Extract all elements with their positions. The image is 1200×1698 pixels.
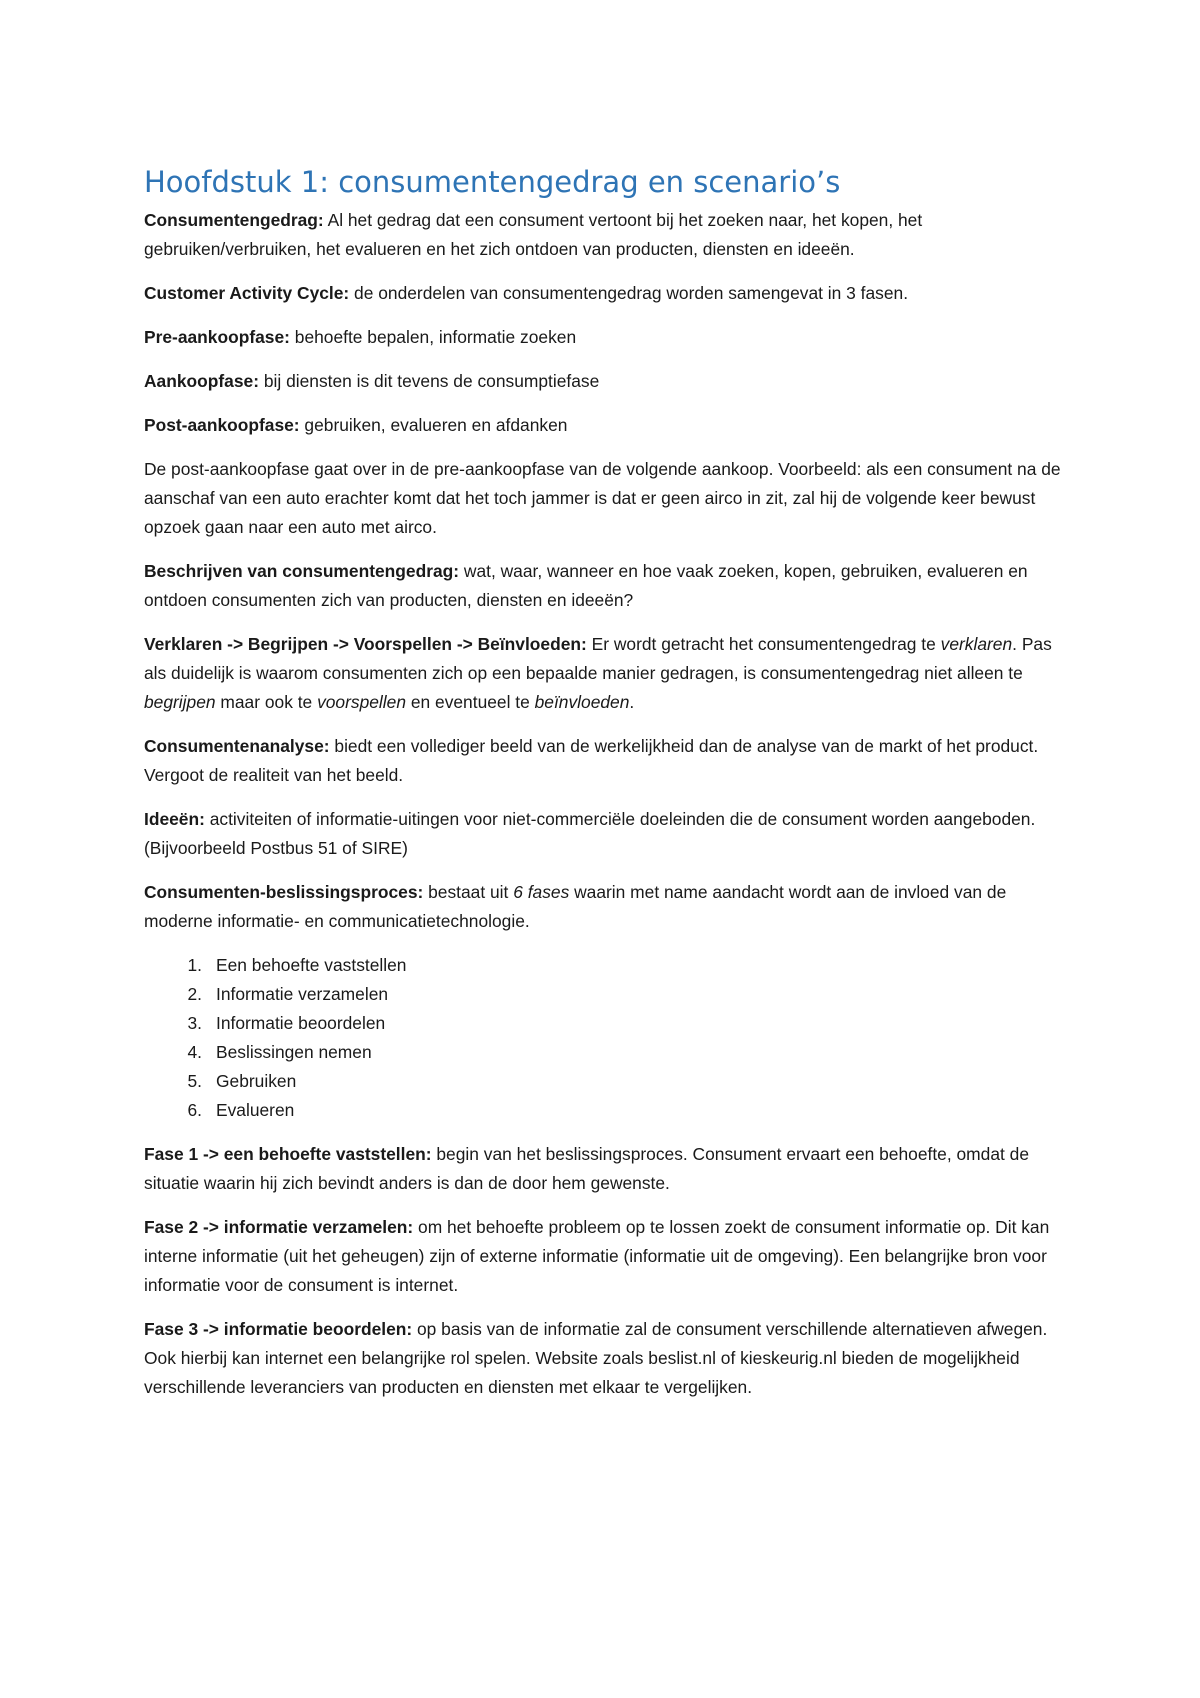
list-item xyxy=(144,980,1064,1009)
text-segment: . xyxy=(629,692,635,713)
list-label: Een behoefte vaststellen xyxy=(216,955,407,976)
text-segment: maar ook te xyxy=(215,692,318,713)
definition-text: om het behoefte probleem op te lossen zoekt de consument informatie op. Dit kan interne informatie (uit het geheugen) zijn of externe informatie (informatie uit de omgeving). Een belangrijke bron voor informatie voor de consument is internet. xyxy=(144,1217,1050,1296)
definition-beschrijven xyxy=(144,557,1064,615)
text-segment: en eventueel te xyxy=(406,692,535,713)
term: Fase 1 -> een behoefte vaststellen: xyxy=(144,1144,432,1165)
list-number: 3. xyxy=(187,1013,202,1034)
text-segment: Er wordt getracht het consumentengedrag te xyxy=(586,634,941,655)
italic-term: beïnvloeden xyxy=(534,692,630,713)
definition-text: begin van het beslissingsproces. Consument ervaart een behoefte, omdat de situatie waarin hij zich bevindt anders is dan de door hem gewenste. xyxy=(144,1144,1029,1194)
definition-text: op basis van de informatie zal de consument verschillende alternatieven afwegen. Ook hierbij kan internet een belangrijke rol spelen. Website zoals beslist.nl of kieskeurig.nl bieden de mogelijkheid verschillende leveranciers van producten en diensten met elkaar te vergelijken. xyxy=(144,1319,1048,1398)
definition-text: wat, waar, wanneer en hoe vaak zoeken, kopen, gebruiken, evalueren en ontdoen consumenten zich van producten, diensten en ideeën? xyxy=(144,561,1028,611)
term: Post-aankoopfase: xyxy=(144,415,300,436)
list-label: Beslissingen nemen xyxy=(216,1042,372,1063)
definition-text: Al het gedrag dat een consument vertoont bij het zoeken naar, het kopen, het gebruiken/verbruiken, het evalueren en het zich ontdoen van producten, diensten en ideeën. xyxy=(144,210,923,260)
italic-term: 6 fases xyxy=(513,882,570,903)
list-number: 2. xyxy=(187,984,202,1005)
term: Fase 2 -> informatie verzamelen: xyxy=(144,1217,414,1238)
list-number: 6. xyxy=(187,1100,202,1121)
list-item xyxy=(144,1038,1064,1067)
text-segment: bestaat uit xyxy=(423,882,514,903)
italic-term: begrijpen xyxy=(144,692,216,713)
definition-pre-aankoopfase xyxy=(144,323,1064,352)
definition-verklaren-begrijpen xyxy=(144,630,1064,717)
term: Ideeën: xyxy=(144,809,205,830)
italic-term: voorspellen xyxy=(317,692,407,713)
definition-text: biedt een vollediger beeld van de werkelijkheid dan de analyse van de markt of het product. Vergoot de realiteit van het beeld. xyxy=(144,736,1039,786)
document-page xyxy=(144,164,1064,1417)
list-item xyxy=(144,951,1064,980)
list-number: 1. xyxy=(187,955,202,976)
definition-consumentenanalyse xyxy=(144,732,1064,790)
term: Consumentenanalyse: xyxy=(144,736,330,757)
list-number: 4. xyxy=(187,1042,202,1063)
term: Beschrijven van consumentengedrag: xyxy=(144,561,460,582)
term: Consumentengedrag: xyxy=(144,210,324,231)
definition-text: behoefte bepalen, informatie zoeken xyxy=(289,327,577,348)
list-label: Gebruiken xyxy=(216,1071,297,1092)
definition-text: gebruiken, evalueren en afdanken xyxy=(299,415,568,436)
phases-list xyxy=(144,951,1064,1125)
example-paragraph: De post-aankoopfase gaat over in de pre-aankoopfase van de volgende aankoop. Voorbeeld: als een consument na de aanschaf van een auto erachter komt dat het toch jammer is dat er geen airco in zit, zal hij de volgende keer bewust opzoek gaan naar een auto met airco. xyxy=(144,459,1061,538)
term: Verklaren -> Begrijpen -> Voorspellen -> Beïnvloeden: xyxy=(144,634,587,655)
definition-fase-3 xyxy=(144,1315,1064,1402)
definition-text: bij diensten is dit tevens de consumptiefase xyxy=(259,371,600,392)
term: Customer Activity Cycle: xyxy=(144,283,350,304)
definition-aankoopfase xyxy=(144,367,1064,396)
definition-text: de onderdelen van consumentengedrag worden samengevat in 3 fasen. xyxy=(349,283,909,304)
term: Fase 3 -> informatie beoordelen: xyxy=(144,1319,413,1340)
definition-customer-activity-cycle xyxy=(144,279,1064,308)
chapter-title: Hoofdstuk 1: consumentengedrag en scenario’s xyxy=(144,165,841,199)
text-segment: waarin met name aandacht wordt aan de invloed van de moderne informatie- en communicatietechnologie. xyxy=(144,882,1007,932)
definition-ideeen xyxy=(144,805,1064,863)
list-label: Informatie beoordelen xyxy=(216,1013,386,1034)
list-item xyxy=(144,1009,1064,1038)
list-item xyxy=(144,1096,1064,1125)
definition-fase-1 xyxy=(144,1140,1064,1198)
term: Aankoopfase: xyxy=(144,371,259,392)
term: Consumenten-beslissingsproces: xyxy=(144,882,424,903)
definition-text: activiteiten of informatie-uitingen voor niet-commerciële doeleinden die de consument worden aangeboden. (Bijvoorbeeld Postbus 51 of SIRE) xyxy=(144,809,1036,859)
text-segment: . Pas als duidelijk is waarom consumenten zich op een bepaalde manier gedragen, is consumentengedrag niet alleen te xyxy=(144,634,1052,684)
definition-fase-2 xyxy=(144,1213,1064,1300)
list-label: Evalueren xyxy=(216,1100,295,1121)
definition-consumentengedrag xyxy=(144,206,1064,264)
list-label: Informatie verzamelen xyxy=(216,984,389,1005)
definition-beslissingsproces xyxy=(144,878,1064,936)
italic-term: verklaren xyxy=(940,634,1013,655)
list-item xyxy=(144,1067,1064,1096)
definition-post-aankoopfase xyxy=(144,411,1064,440)
term: Pre-aankoopfase: xyxy=(144,327,290,348)
list-number: 5. xyxy=(187,1071,202,1092)
